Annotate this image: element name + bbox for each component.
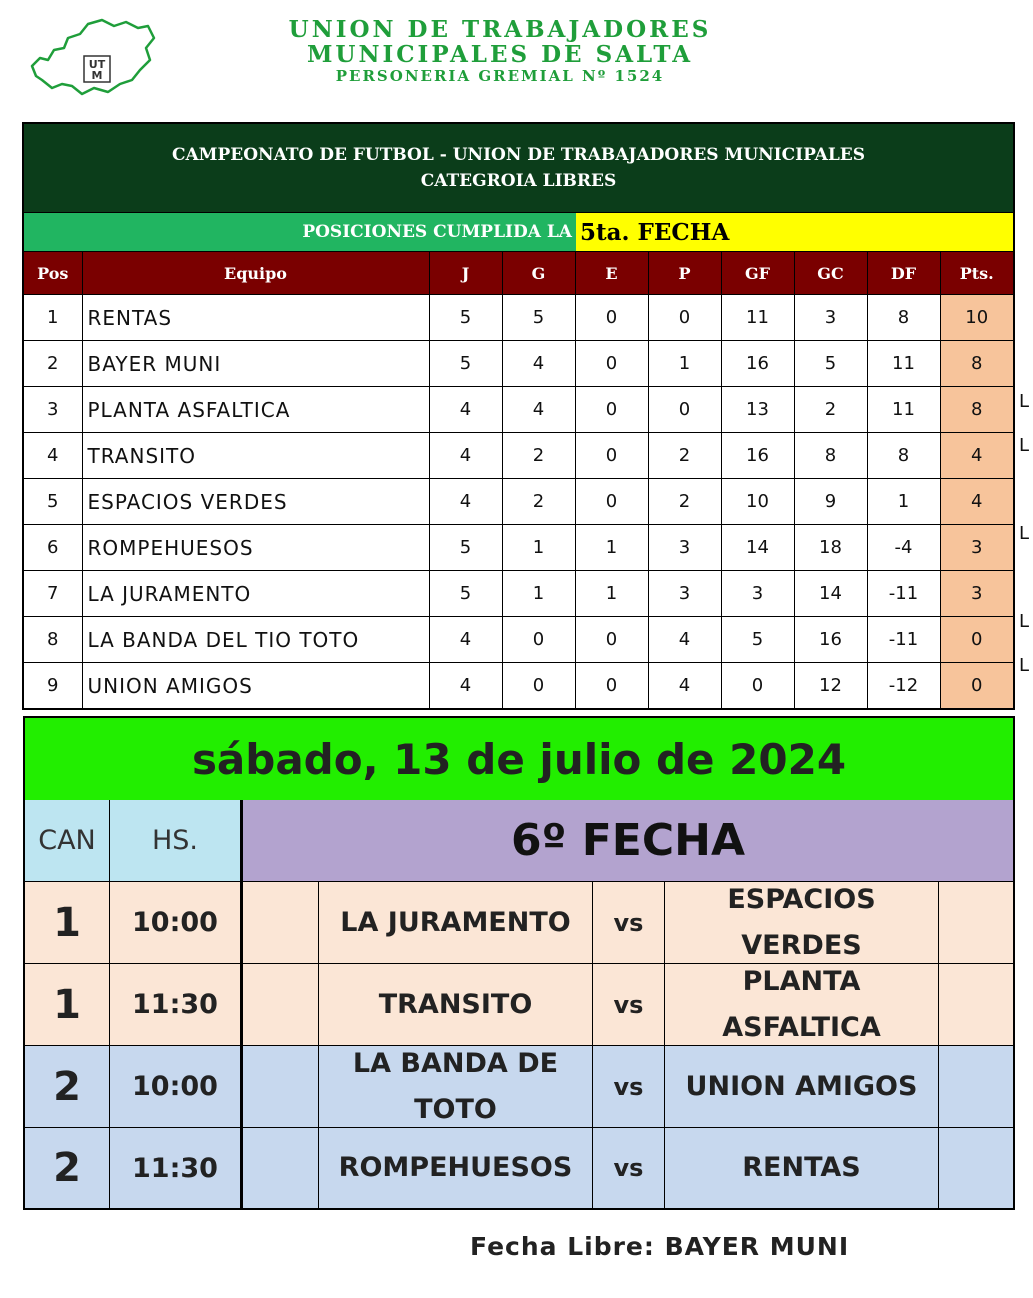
cell-pts: 0 (940, 617, 1013, 663)
col-header-e: E (575, 252, 648, 295)
cell-team: LA JURAMENTO (82, 571, 429, 617)
cell-pos: 6 (24, 525, 82, 571)
home-team: ROMPEHUESOS (319, 1128, 593, 1208)
cell-team: UNION AMIGOS (82, 663, 429, 709)
cell-p: 0 (648, 387, 721, 433)
blank-cell (939, 882, 1013, 963)
table-row (24, 571, 1013, 617)
cell-team: BAYER MUNI (82, 341, 429, 387)
standings-header-row (24, 252, 1013, 295)
cell-g: 0 (502, 663, 575, 709)
cell-pos: 3 (24, 387, 82, 433)
cell-j: 5 (429, 295, 502, 341)
cell-p: 1 (648, 341, 721, 387)
table-row (24, 341, 1013, 387)
cell-df: 11 (867, 387, 940, 433)
versus-label: vs (593, 882, 665, 963)
col-header-pos: Pos (24, 252, 82, 295)
side-marker: L (1019, 655, 1030, 676)
col-header-hs: HS. (110, 800, 243, 882)
cell-pts: 3 (940, 525, 1013, 571)
cell-j: 5 (429, 341, 502, 387)
org-name-line2: MUNICIPALES DE SALTA (306, 41, 694, 68)
cell-p: 0 (648, 295, 721, 341)
cell-pos: 5 (24, 479, 82, 525)
cell-team: LA BANDA DEL TIO TOTO (82, 617, 429, 663)
col-header-g: G (502, 252, 575, 295)
cell-pos: 1 (24, 295, 82, 341)
cell-p: 4 (648, 663, 721, 709)
cell-pos: 9 (24, 663, 82, 709)
versus-label: vs (593, 1128, 665, 1208)
match-row (25, 1128, 1013, 1208)
cell-pts: 3 (940, 571, 1013, 617)
col-header-gc: GC (794, 252, 867, 295)
blank-cell (243, 1128, 319, 1208)
cell-df: 8 (867, 295, 940, 341)
cell-e: 1 (575, 525, 648, 571)
cell-p: 4 (648, 617, 721, 663)
home-team: LA JURAMENTO (319, 882, 593, 963)
match-date: sábado, 13 de julio de 2024 (25, 718, 1013, 801)
blank-cell (939, 1046, 1013, 1127)
away-team: UNION AMIGOS (665, 1046, 939, 1127)
table-row (24, 387, 1013, 433)
table-row (24, 663, 1013, 709)
cell-e: 0 (575, 479, 648, 525)
blank-cell (243, 1046, 319, 1127)
away-team: RENTAS (665, 1128, 939, 1208)
fixture-schedule (23, 716, 1015, 1210)
blank-cell (939, 1128, 1013, 1208)
cell-j: 4 (429, 663, 502, 709)
cell-j: 4 (429, 617, 502, 663)
col-header-j: J (429, 252, 502, 295)
cell-e: 0 (575, 663, 648, 709)
cell-e: 0 (575, 617, 648, 663)
cell-gf: 10 (721, 479, 794, 525)
cell-gc: 14 (794, 571, 867, 617)
cell-pos: 8 (24, 617, 82, 663)
cell-pos: 4 (24, 433, 82, 479)
col-header-equipo: Equipo (82, 252, 429, 295)
cell-pts: 4 (940, 433, 1013, 479)
cell-df: 1 (867, 479, 940, 525)
match-time: 10:00 (110, 882, 243, 963)
away-team: ESPACIOS VERDES (665, 882, 939, 963)
cell-df: 11 (867, 341, 940, 387)
cell-df: 8 (867, 433, 940, 479)
home-team: TRANSITO (319, 964, 593, 1045)
cell-g: 4 (502, 341, 575, 387)
round-title: 6º FECHA (243, 800, 1013, 882)
cell-df: -4 (867, 525, 940, 571)
match-field: 1 (25, 964, 110, 1045)
match-time: 11:30 (110, 964, 243, 1045)
cell-team: ESPACIOS VERDES (82, 479, 429, 525)
cell-pts: 4 (940, 479, 1013, 525)
cell-g: 0 (502, 617, 575, 663)
match-row (25, 964, 1013, 1046)
versus-label: vs (593, 964, 665, 1045)
cell-gf: 14 (721, 525, 794, 571)
cell-j: 4 (429, 479, 502, 525)
blank-cell (243, 882, 319, 963)
match-time: 10:00 (110, 1046, 243, 1127)
union-logo (28, 18, 158, 96)
match-field: 2 (25, 1046, 110, 1127)
cell-gc: 2 (794, 387, 867, 433)
cell-gf: 16 (721, 433, 794, 479)
cell-g: 4 (502, 387, 575, 433)
championship-title-line1: CAMPEONATO DE FUTBOL - UNION DE TRABAJADORES MUNICIPALES (171, 144, 866, 165)
cell-e: 0 (575, 341, 648, 387)
cell-p: 2 (648, 433, 721, 479)
cell-pts: 10 (940, 295, 1013, 341)
cell-pos: 2 (24, 341, 82, 387)
side-marker: L (1019, 391, 1030, 412)
cell-gf: 16 (721, 341, 794, 387)
cell-p: 3 (648, 571, 721, 617)
cell-pts: 8 (940, 341, 1013, 387)
cell-pts: 0 (940, 663, 1013, 709)
cell-gf: 0 (721, 663, 794, 709)
cell-j: 4 (429, 433, 502, 479)
standings-grid (24, 252, 1013, 708)
side-marker: L (1019, 435, 1030, 456)
cell-gc: 8 (794, 433, 867, 479)
cell-g: 2 (502, 433, 575, 479)
standings-table (22, 122, 1015, 710)
col-header-pts: Pts. (940, 252, 1013, 295)
cell-gf: 3 (721, 571, 794, 617)
cell-j: 4 (429, 387, 502, 433)
cell-p: 2 (648, 479, 721, 525)
cell-gc: 9 (794, 479, 867, 525)
match-row (25, 1046, 1013, 1128)
cell-gc: 18 (794, 525, 867, 571)
side-marker: L (1019, 611, 1030, 632)
blank-cell (243, 964, 319, 1045)
cell-gc: 5 (794, 341, 867, 387)
cell-g: 2 (502, 479, 575, 525)
svg-text:M: M (91, 69, 103, 82)
cell-j: 5 (429, 571, 502, 617)
cell-df: -12 (867, 663, 940, 709)
cell-gc: 16 (794, 617, 867, 663)
svg-text:UT: UT (88, 58, 106, 71)
cell-df: -11 (867, 571, 940, 617)
positions-banner (24, 213, 1013, 252)
col-header-gf: GF (721, 252, 794, 295)
cell-team: PLANTA ASFALTICA (82, 387, 429, 433)
cell-p: 3 (648, 525, 721, 571)
match-time: 11:30 (110, 1128, 243, 1208)
versus-label: vs (593, 1046, 665, 1127)
table-row (24, 433, 1013, 479)
bye-team-note: Fecha Libre: BAYER MUNI (470, 1232, 850, 1261)
cell-team: ROMPEHUESOS (82, 525, 429, 571)
cell-g: 5 (502, 295, 575, 341)
match-field: 2 (25, 1128, 110, 1208)
match-field: 1 (25, 882, 110, 963)
org-title (165, 18, 835, 84)
cell-gf: 5 (721, 617, 794, 663)
table-row (24, 617, 1013, 663)
cell-e: 0 (575, 295, 648, 341)
cell-pos: 7 (24, 571, 82, 617)
cell-gc: 3 (794, 295, 867, 341)
cell-e: 0 (575, 433, 648, 479)
home-team: LA BANDA DE TOTO (319, 1046, 593, 1127)
col-header-p: P (648, 252, 721, 295)
cell-gc: 12 (794, 663, 867, 709)
fecha-label: 5ta. FECHA (576, 213, 1013, 251)
cell-pts: 8 (940, 387, 1013, 433)
table-row (24, 479, 1013, 525)
col-header-df: DF (867, 252, 940, 295)
cell-df: -11 (867, 617, 940, 663)
cell-team: RENTAS (82, 295, 429, 341)
cell-e: 0 (575, 387, 648, 433)
championship-title (24, 124, 1013, 213)
blank-cell (939, 964, 1013, 1045)
cell-g: 1 (502, 571, 575, 617)
org-personeria: PERSONERIA GREMIAL Nº 1524 (335, 67, 665, 85)
cell-team: TRANSITO (82, 433, 429, 479)
table-row (24, 295, 1013, 341)
table-row (24, 525, 1013, 571)
cell-gf: 13 (721, 387, 794, 433)
side-marker: L (1019, 523, 1030, 544)
org-name-line1: UNION DE TRABAJADORES (288, 16, 712, 43)
match-row (25, 882, 1013, 964)
cell-e: 1 (575, 571, 648, 617)
cell-j: 5 (429, 525, 502, 571)
cell-gf: 11 (721, 295, 794, 341)
away-team: PLANTA ASFALTICA (665, 964, 939, 1045)
positions-label: POSICIONES CUMPLIDA LA (24, 213, 576, 251)
championship-category: CATEGROIA LIBRES (420, 171, 617, 191)
col-header-can: CAN (25, 800, 110, 882)
cell-g: 1 (502, 525, 575, 571)
